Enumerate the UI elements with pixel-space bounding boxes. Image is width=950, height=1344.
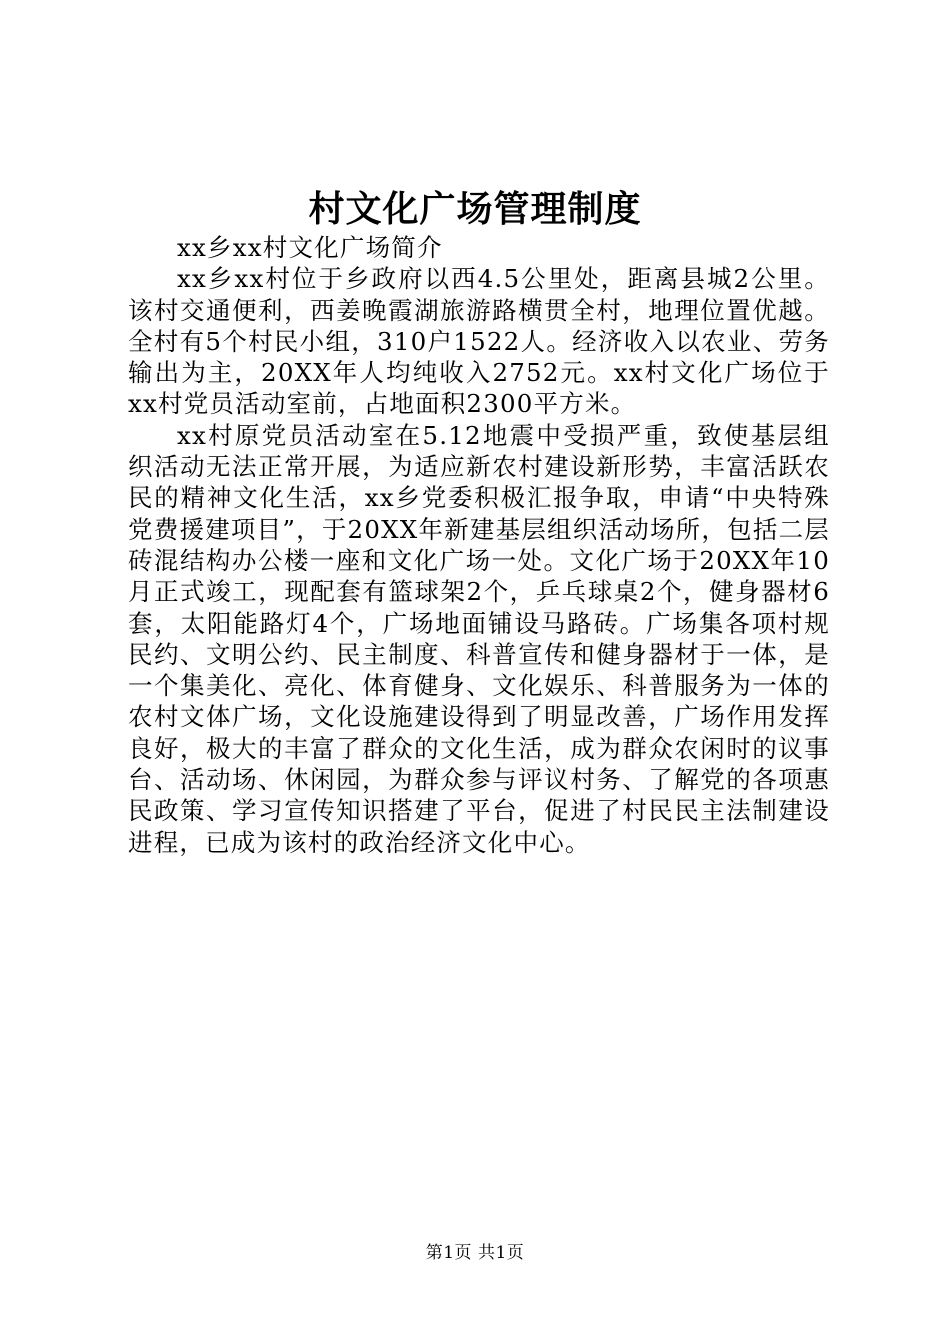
paragraph-plaza-construction: xx村原党员活动室在5.12地震中受损严重，致使基层组织活动无法正常开展，为适应新农村建设新形势，丰富活跃农民的精神文化生活，xx乡党委积极汇报争取，申请“中央特殊党费援建项目”，于20XX年新建基层组织活动场所，包括二层砖混结构办公楼一座和文化广场一处。文化广场于20XX年10月正式竣工，现配套有篮球架2个，乒乓球桌2个，健身器材6套，太阳能路灯4个，广场地面铺设马路砖。广场集各项村规民约、文明公约、民主制度、科普宣传和健身器材于一体，是一个集美化、亮化、体育健身、文化娱乐、科普服务为一体的农村文体广场，文化设施建设得到了明显改善，广场作用发挥良好，极大的丰富了群众的文化生活，成为群众农闲时的议事台、活动场、休闲园，为群众参与评议村务、了解党的各项惠民政策、学习宣传知识搭建了平台，促进了村民民主法制建设进程，已成为该村的政治经济文化中心。 [128,420,830,857]
page-footer: 第1页 共1页 [425,1243,525,1263]
document-body [128,232,830,858]
document-title: 村文化广场管理制度 [308,188,642,230]
paragraph-intro-heading: xx乡xx村文化广场简介 [177,233,443,262]
paragraph-village-overview: xx乡xx村位于乡政府以西4.5公里处，距离县城2公里。该村交通便利，西姜晚霞湖旅游路横贯全村，地理位置优越。全村有5个村民小组，310户1522人。经济收入以农业、劳务输出为主，20XX年人均纯收入2752元。xx村文化广场位于xx村党员活动室前，占地面积2300平方米。 [128,264,830,419]
